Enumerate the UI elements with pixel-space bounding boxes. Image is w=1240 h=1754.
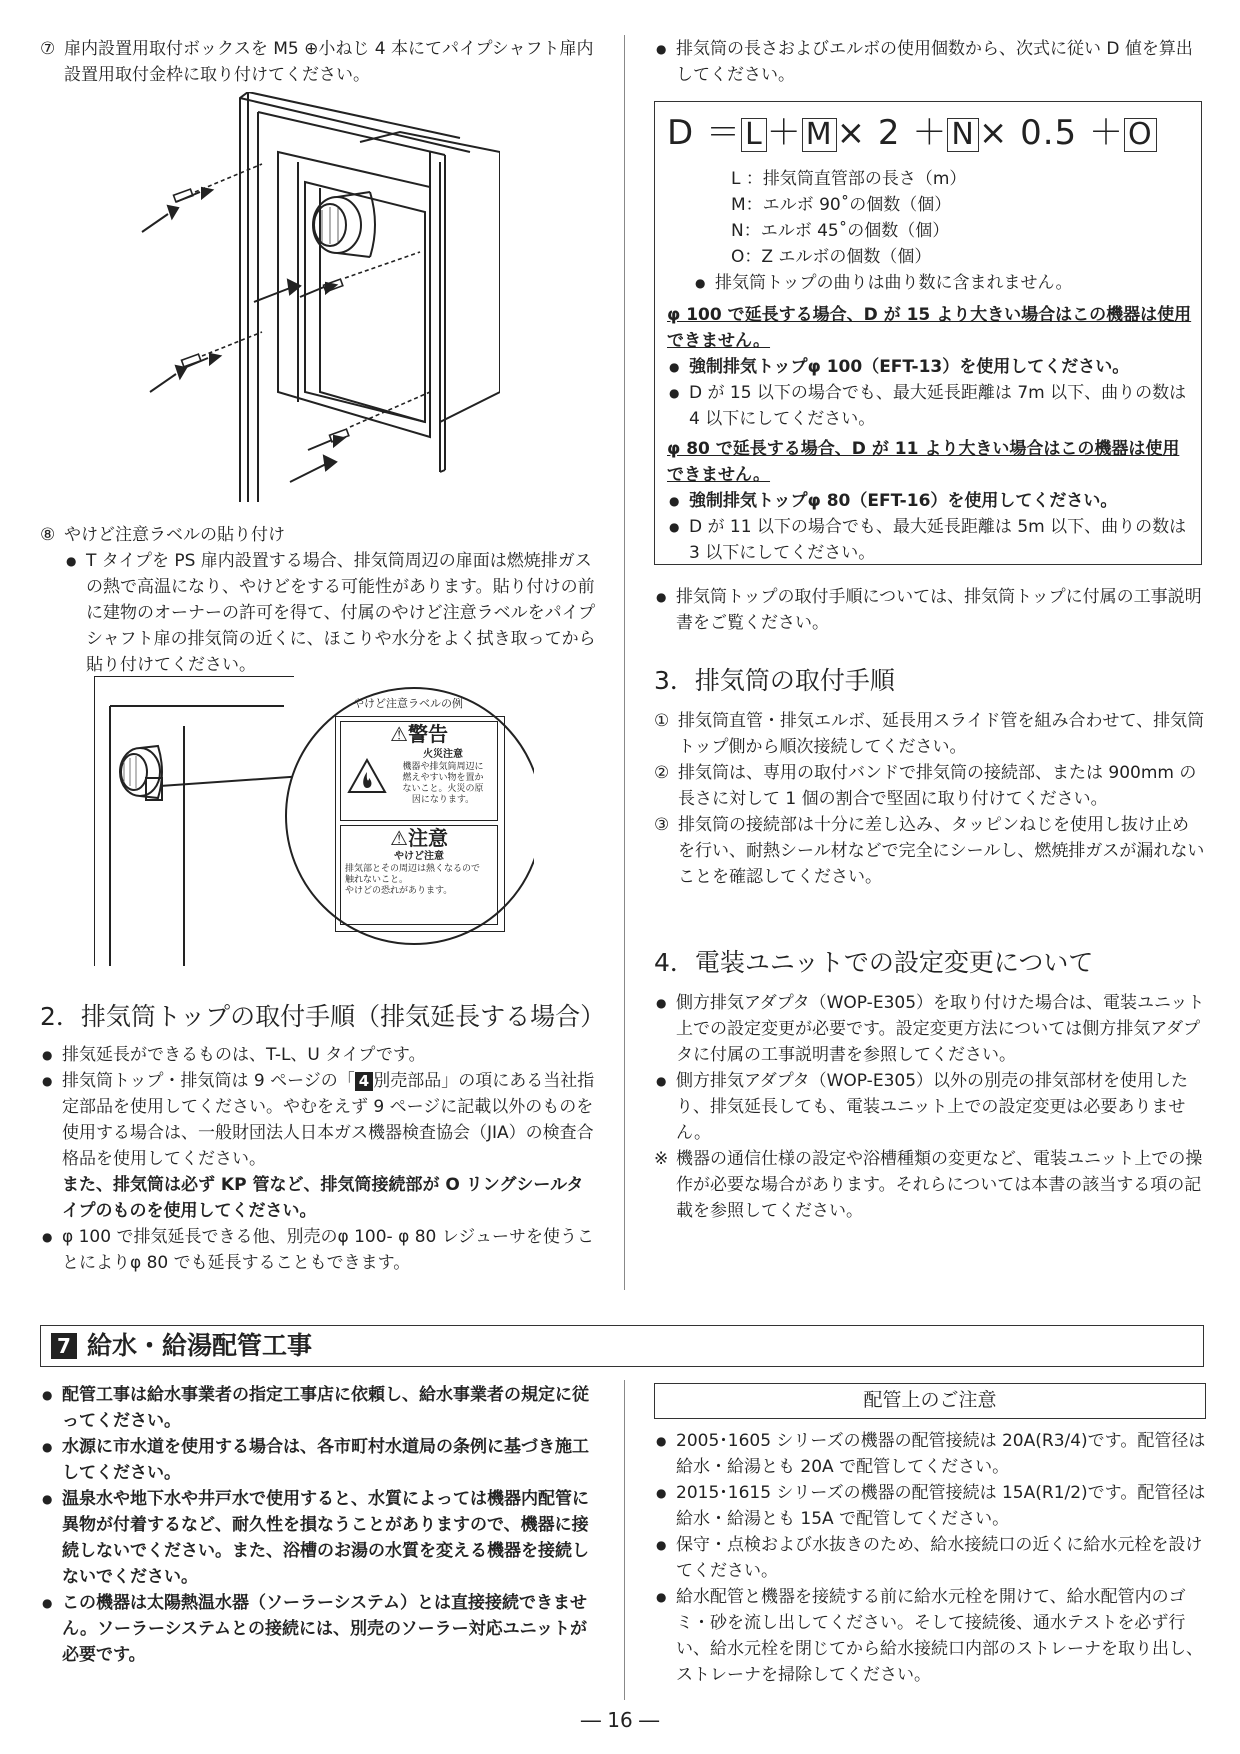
section-2-title: 2．排気筒トップの取付手順（排気延長する場合）: [40, 1002, 606, 1031]
phi100-warning: φ 100 で延長する場合、D が 15 より大きい場合はこの機器は使用できません。: [667, 305, 1192, 351]
step7-text: ⑦ 扉内設置用取付ボックスを M5 ⊕小ねじ 4 本にてパイプシャフト扉内設置用取付金枠に取り付けてください。: [40, 36, 596, 88]
sec7-left-bullet-1: ● 配管工事は給水事業者の指定工事店に依頼し、給水事業者の規定に従ってください。: [40, 1382, 596, 1434]
fire-title: 火災注意: [423, 749, 463, 760]
sec2-bullet-3: ● φ 100 で排気延長できる他、別売のφ 100- φ 80 レジューサを使うことによりφ 80 でも延長することもできます。: [40, 1224, 596, 1276]
section-7-right: [654, 1428, 1206, 1688]
sec4-bullet-2: ● 側方排気アダプタ（WOP-E305）以外の別売の排気部材を使用したり、排気延長しても、電装ユニット上での設定変更は必要ありません。: [654, 1068, 1206, 1146]
formula-l: L: [741, 118, 767, 152]
step8-heading: ⑧ やけど注意ラベルの貼り付け: [40, 525, 285, 545]
formula-box: [654, 101, 1202, 565]
fire-text: 機器や排気筒周辺に 燃えやすい物を置か ないこと。火災の原 因になります。: [402, 762, 484, 805]
piping-caution-title: 配管上のご注意: [654, 1383, 1206, 1419]
sec3-step-1: ① 排気筒直管・排気エルボ、延長用スライド管を組み合わせて、排気筒トップ側から順次接続してください。: [654, 711, 1205, 757]
step8-bullet: ● T タイプを PS 扉内設置する場合、排気筒周辺の扉面は燃焼排ガスの熱で高温になり、やけどをする可能性があります。貼り付けの前に建物のオーナーの許可を得て、付属のやけど注意ラベルをパイプシャフト扉の排気筒の近くに、ほこりや水分をよく拭き取ってから貼り付けてください。: [64, 548, 596, 678]
formula-definitions: L ：排気筒直管部の長さ（m） M：エルボ 90˚の個数（個） N：エルボ 45˚の個数（個） O：Z エルボの個数（個）: [731, 169, 967, 267]
label-sticker: [335, 716, 505, 932]
label-caption: やけど注意ラベルの例: [353, 697, 463, 710]
sec7-left-bullet-2: ● 水源に市水道を使用する場合は、各市町村水道局の条例に基づき施工してください。: [40, 1434, 596, 1486]
d-formula: D ＝ L ＋ M × 2 ＋ N × 0.5 ＋ O: [667, 110, 1157, 156]
phi80-warning: φ 80 で延長する場合、D が 11 より大きい場合はこの機器は使用できません。: [667, 439, 1180, 485]
caution-title: ⚠注意: [390, 826, 448, 850]
step7-block: [40, 36, 596, 88]
sec2-bold-note: また、排気筒は必ず KP 管など、排気筒接続部が O リングシールタイプのものを使用してください。: [62, 1175, 584, 1221]
phi100-limit: ● D が 15 以下の場合でも、最大延長距離は 7m 以下、曲りの数は 4 以下にしてください。: [667, 380, 1195, 432]
sec7-right-bullet-4: ● 給水配管と機器を接続する前に給水元栓を開けて、給水配管内のゴミ・砂を流し出してください。そして接続後、通水テストを必ず行い、給水元栓を閉じてから給水接続口内部のストレーナを取り出し、ストレーナを掃除してください。: [654, 1584, 1206, 1688]
section-7-title: 給水・給湯配管工事: [87, 1331, 313, 1360]
section-7-header: [40, 1325, 1204, 1367]
section-4-title: 4．電装ユニットでの設定変更について: [654, 948, 1094, 977]
phi80-block: [667, 436, 1195, 566]
warning-panel: [340, 721, 498, 821]
phi80-top: ● 強制排気トップφ 80（EFT-16）を使用してください。: [667, 488, 1195, 514]
section-3: [654, 664, 1206, 890]
section-2: [40, 1000, 606, 1276]
formula-m: M: [802, 118, 837, 152]
formula-n: N: [947, 118, 978, 152]
sec7-left-bullet-4: ● この機器は太陽熱温水器（ソーラーシステム）とは直接接続できません。ソーラーシステムとの接続には、別売のソーラー対応ユニットが必要です。: [40, 1590, 596, 1668]
sec4-bullet-1: ● 側方排気アダプタ（WOP-E305）を取り付けた場合は、電装ユニット上での設定変更が必要です。設定変更方法については側方排気アダプタに付属の工事説明書を参照してください。: [654, 990, 1206, 1068]
after-box-note: ● 排気筒トップの取付手順については、排気筒トップに付属の工事説明書をご覧ください。: [654, 584, 1206, 636]
section-7-badge: 7: [51, 1333, 77, 1359]
formula-o: O: [1124, 118, 1157, 152]
sec3-step-3: ③ 排気筒の接続部は十分に差し込み、タッピンねじを使用し抜け止めを行い、耐熱シール材などで完全にシールし、燃焼排ガスが漏れないことを確認してください。: [654, 815, 1205, 887]
section-7-left: [40, 1382, 596, 1668]
step8-block: [40, 522, 596, 678]
formula-note: ● 排気筒トップの曲りは曲り数に含まれません。: [693, 270, 1193, 296]
phi100-block: [667, 302, 1195, 432]
burn-title: やけど注意: [394, 851, 444, 862]
caution-panel: [340, 825, 498, 925]
section-4: [654, 946, 1206, 1224]
sec7-left-bullet-3: ● 温泉水や地下水や井戸水で使用すると、水質によっては機器内配管に異物が付着するなど、耐久性を損なうことがありますので、機器に接続しないでください。また、浴槽のお湯の水質を変える機器を接続しないでください。: [40, 1486, 596, 1590]
sec3-step-2: ② 排気筒は、専用の取付バンドで排気筒の接続部、または 900mm の長さに対して 1 個の割合で堅固に取り付けてください。: [654, 763, 1197, 809]
sec7-right-bullet-1: ● 2005･1605 シリーズの機器の配管接続は 20A(R3/4)です。配管径は給水・給湯とも 20A で配管してください。: [654, 1428, 1206, 1480]
right-intro: [654, 36, 1206, 88]
sec7-right-bullet-2: ● 2015･1615 シリーズの機器の配管接続は 15A(R1/2)です。配管径は給水・給湯とも 15A で配管してください。: [654, 1480, 1206, 1532]
warning-title: ⚠警告: [390, 722, 448, 746]
section-3-title: 3．排気筒の取付手順: [654, 666, 895, 695]
sec4-note: ※ 機器の通信仕様の設定や浴槽種類の変更など、電装ユニット上での操作が必要な場合があります。それらについては本書の該当する項の記載を参照してください。: [654, 1146, 1206, 1224]
sec2-bullet-2: ● 排気筒トップ・排気筒は 9 ページの「 4 別売部品」の項にある当社指定部品を使用してください。やむをえず 9 ページに記載以外のものを使用する場合は、一般財団法人日本ガス機器検査協会（JIA）の検査合格品を使用してください。: [40, 1068, 596, 1172]
step7-number: ⑦: [40, 39, 56, 59]
install-box-illustration: [140, 92, 500, 512]
sec7-right-bullet-3: ● 保守・点検および水抜きのため、給水接続口の近くに給水元栓を設けてください。: [654, 1532, 1206, 1584]
phi80-limit: ● D が 11 以下の場合でも、最大延長距離は 5m 以下、曲りの数は 3 以下にしてください。: [667, 514, 1195, 566]
section-7-divider: [624, 1380, 625, 1700]
section-badge: 4: [355, 1072, 373, 1091]
phi100-top: ● 強制排気トップφ 100（EFT-13）を使用してください。: [667, 354, 1195, 380]
sec2-bullet-1: ● 排気延長ができるものは、T-L、U タイプです。: [40, 1042, 596, 1068]
d-value-intro: ● 排気筒の長さおよびエルボの使用個数から、次式に従い D 値を算出してください。: [654, 36, 1206, 88]
page-number: ― 16 ―: [580, 1708, 660, 1732]
column-divider: [624, 35, 625, 1290]
fire-warning-icon: [347, 758, 387, 794]
burn-text: 排気部とその周辺は熱くなるので 触れないこと。 やけどの恐れがあります。: [345, 864, 481, 896]
